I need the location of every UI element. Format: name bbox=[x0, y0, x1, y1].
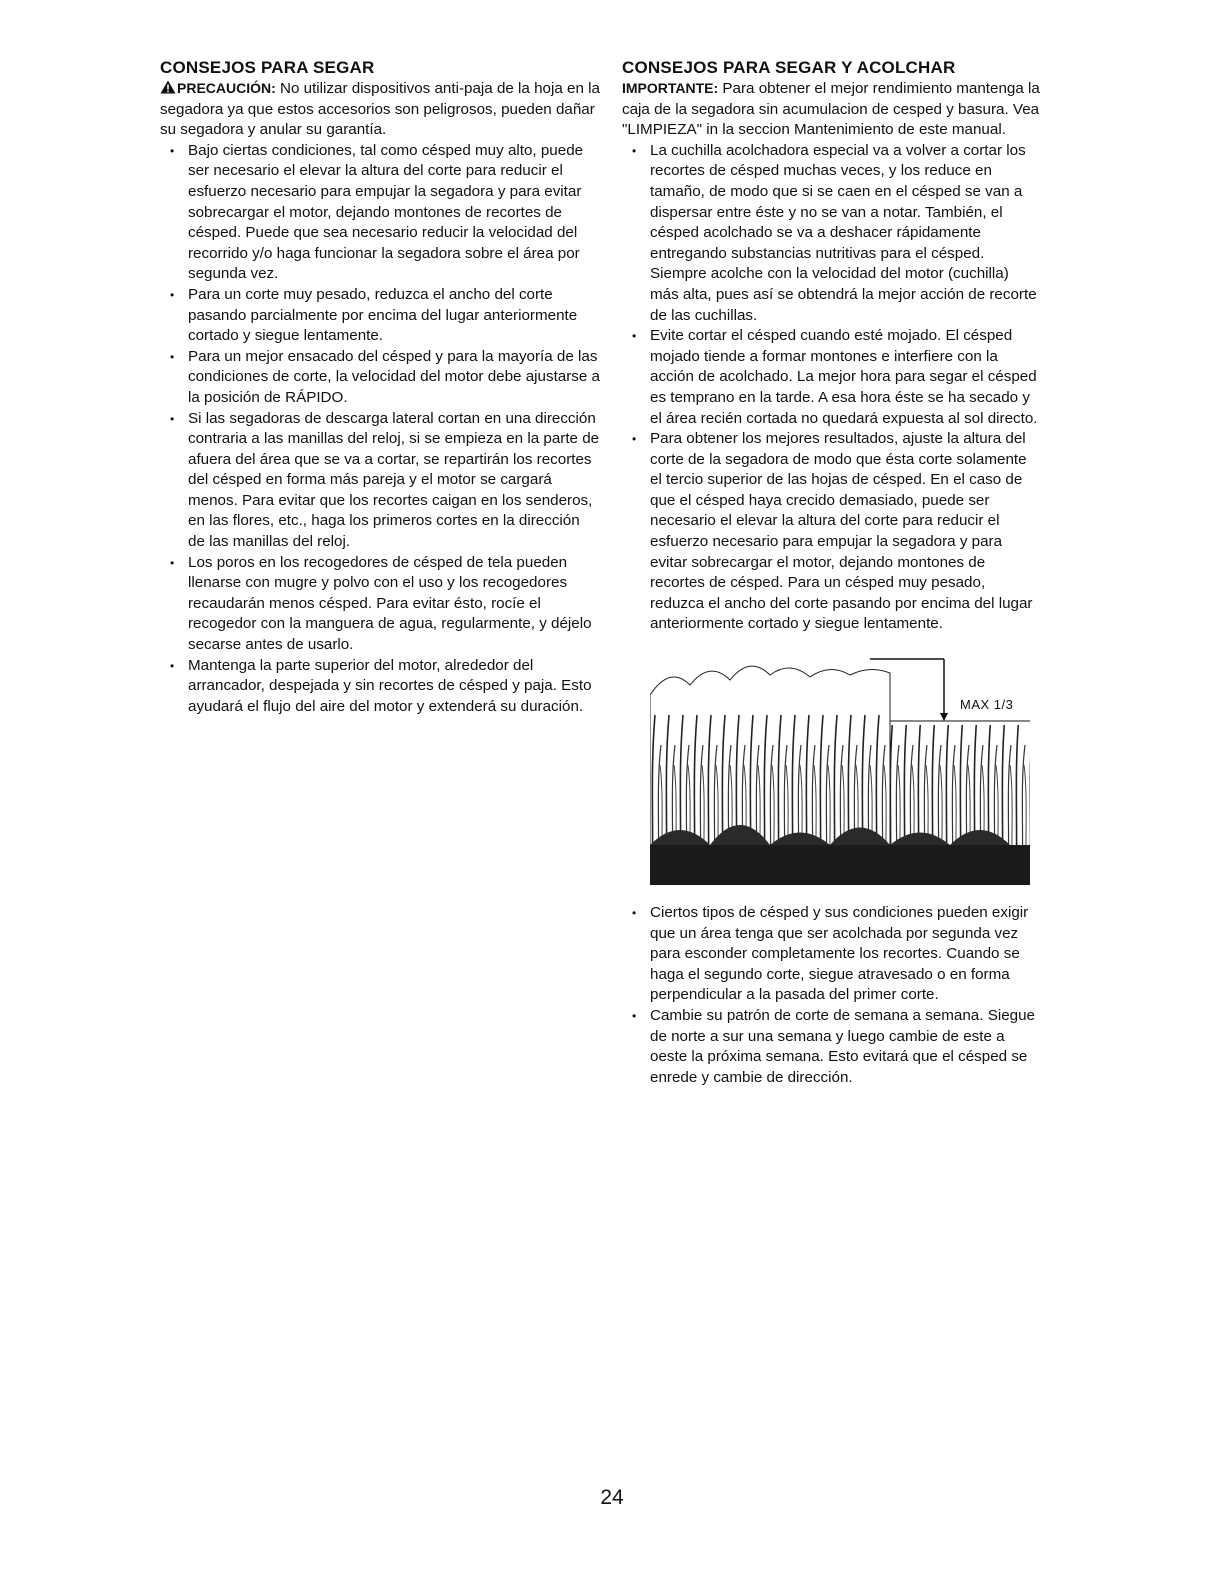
list-item bbox=[160, 141, 600, 285]
list-item-text: Evite cortar el césped cuando esté mojado. El césped mojado tiende a formar montones e interfiere con la acción de acolchado. La mejor hora para segar el césped es temprano en la tarde. A esa hora éste se ha secado y el área recién cortada no quedará expuesta al sol directo. bbox=[650, 327, 1038, 427]
important-paragraph bbox=[622, 78, 1040, 141]
right-bullet-list-top bbox=[622, 141, 1040, 635]
left-column bbox=[160, 58, 600, 717]
list-item bbox=[622, 1006, 1040, 1088]
list-item bbox=[160, 656, 600, 718]
grass-drawing bbox=[650, 655, 1030, 885]
bullet-icon: • bbox=[170, 411, 175, 426]
list-item bbox=[160, 285, 600, 347]
bullet-icon: • bbox=[632, 143, 637, 158]
bullet-icon: • bbox=[170, 349, 175, 364]
bullet-icon: • bbox=[170, 143, 175, 158]
grass-height-illustration bbox=[650, 655, 1030, 885]
warning-paragraph bbox=[160, 78, 600, 141]
list-item-text: Para un corte muy pesado, reduzca el ancho del corte pasando parcialmente por encima del lugar anteriormente cortado y siegue lentamente. bbox=[188, 285, 578, 345]
right-bullet-list-bottom bbox=[622, 903, 1040, 1088]
list-item-text: Mantenga la parte superior del motor, alrededor del arrancador, despejada y sin recortes de césped y paja. Esto ayudará el flujo del aire del motor y extenderá su duración. bbox=[188, 656, 592, 715]
important-text: Para obtener el mejor rendimiento mantenga la caja de la segadora sin acumulacion de cesped y basura. Vea "LIMPIEZA" in la seccion Mantenimiento de este manual. bbox=[622, 80, 1040, 139]
bullet-icon: • bbox=[632, 1009, 637, 1023]
left-bullet-list bbox=[160, 141, 600, 718]
list-item bbox=[160, 553, 600, 656]
page-number: 24 bbox=[600, 1486, 624, 1509]
list-item bbox=[160, 347, 600, 409]
max-cut-label: MAX 1/3 bbox=[960, 697, 1014, 713]
heading-consejos-acolchar: CONSEJOS PARA SEGAR Y ACOLCHAR bbox=[622, 58, 956, 77]
list-item bbox=[622, 903, 1040, 1006]
list-item bbox=[160, 409, 600, 553]
list-item-text: Cambie su patrón de corte de semana a semana. Siegue de norte a sur una semana y luego cambie de este a oeste la próxima semana. Esto evitará que el césped se enrede y cambie de dirección. bbox=[650, 1007, 1035, 1086]
list-item-text: Para obtener los mejores resultados, ajuste la altura del corte de la segadora de modo que ésta corte solamente el tercio superior de las hojas de césped. En el caso de que el césped haya crecido demasiado, puede ser necesario el elevar la altura del corte para reducir el esfuerzo necesario para empujar la segadora y para evitar sobrecargar el motor, dejando montones de recortes de césped. Para un césped muy pesado, reduzca el ancho del corte pasando por encima del lugar anteriormente cortado y siegue lentamente. bbox=[650, 430, 1033, 633]
list-item bbox=[622, 141, 1040, 326]
bullet-icon: • bbox=[170, 555, 175, 570]
list-item-text: Si las segadoras de descarga lateral cortan en una dirección contraria a las manillas del reloj, si se empieza en la parte de afuera del área que se va a cortar, se repartirán los recortes del césped en forma más pareja y el motor se cargará menos. Para evitar que los recortes caigan en los senderos, en las flores, etc., haga los primeros cortes en la dirección de las manillas del reloj. bbox=[188, 409, 600, 551]
list-item bbox=[622, 326, 1040, 429]
heading-consejos-segar: CONSEJOS PARA SEGAR bbox=[160, 58, 375, 77]
important-label: IMPORTANTE: bbox=[622, 80, 719, 96]
right-column bbox=[622, 58, 1040, 1088]
list-item-text: La cuchilla acolchadora especial va a volver a cortar los recortes de césped muchas veces, y los reduce en tamaño, de modo que si se caen en el césped se van a dispersar entre éste y no se van a notar. También, el césped acolchado se va a deshacer rápidamente entregando substancias nutritivas para el césped. Siempre acolche con la velocidad del motor (cuchilla) más alta, pues así se obtendrá la mejor acción de recorte de las cuchillas. bbox=[650, 141, 1037, 324]
list-item-text: Bajo ciertas condiciones, tal como césped muy alto, puede ser necesario el elevar la altura del corte para reducir el esfuerzo necesario para empujar la segadora y para evitar sobrecargar el motor, dejando montones de recortes de césped. Puede que sea necesario reducir la velocidad del recorrido y/o haga funcionar la segadora sobre el área por segunda vez. bbox=[188, 141, 584, 283]
warning-label: PRECAUCIÓN: bbox=[177, 80, 276, 96]
warning-text: No utilizar dispositivos anti-paja de la hoja en la segadora ya que estos accesorios son peligrosos, pueden dañar su segadora y anular su garantía. bbox=[160, 80, 600, 139]
bullet-icon: • bbox=[170, 287, 175, 302]
list-item bbox=[622, 429, 1040, 635]
list-item-text: Para un mejor ensacado del césped y para la mayoría de las condiciones de corte, la velocidad del motor debe ajustarse a la posición de RÁPIDO. bbox=[188, 347, 600, 406]
bullet-icon: • bbox=[632, 329, 637, 344]
warning-triangle-icon bbox=[160, 80, 176, 94]
bullet-icon: • bbox=[632, 906, 637, 921]
list-item-text: Ciertos tipos de césped y sus condiciones pueden exigir que un área tenga que ser acolchada por segunda vez para esconder completamente los recortes. Cuando se haga el segundo corte, siegue atravesado o en forma perpendicular a la pasada del primer corte. bbox=[650, 904, 1029, 1004]
bullet-icon: • bbox=[632, 432, 637, 447]
list-item-text: Los poros en los recogedores de césped de tela pueden llenarse con mugre y polvo con el uso y los recogedores recaudarán menos césped. Para evitar ésto, rocíe el recogedor con la manguera de agua, regularmente, y déjelo secarse antes de usarlo. bbox=[188, 553, 592, 654]
bullet-icon: • bbox=[170, 658, 175, 673]
